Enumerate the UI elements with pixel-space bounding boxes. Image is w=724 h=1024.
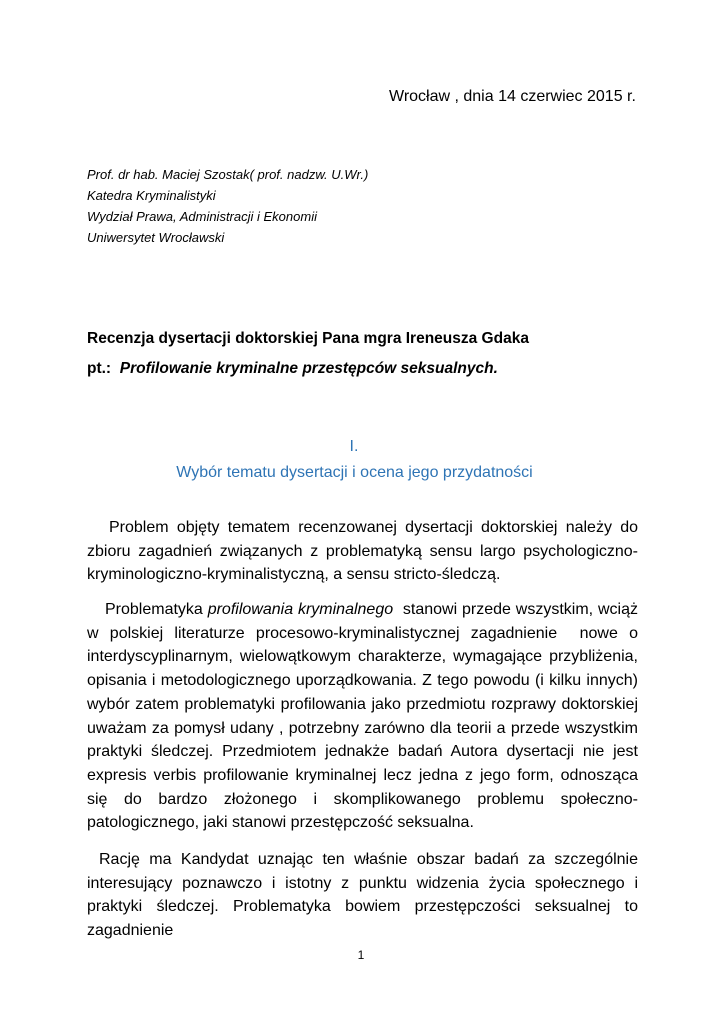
section-number (0, 438, 724, 456)
author-block (87, 164, 368, 248)
review-title: Recenzja dysertacji doktorskiej Pana mgra Ireneusza Gdaka (87, 330, 529, 347)
paragraph-2 (87, 598, 643, 835)
section-number-text: I. (349, 438, 359, 455)
paragraph-2-start: Problematyka (105, 601, 208, 618)
page-number (0, 948, 724, 962)
paragraph-2-italic: profilowania kryminalnego (207, 601, 394, 618)
paragraph-1: Problem objęty tematem recenzowanej dysertacji doktorskiej należy do zbioru zagadnień związanych z problematyką sensu largo psychologiczno-kryminologiczno-kryminalistyczną, a sensu stricto-śledczą. (87, 519, 638, 584)
topic-prefix: pt.: (87, 360, 112, 377)
paragraph-2-rest: stanowi przede wszystkim, wciąż w polskiej literaturze procesowo-kryminalistycznej zagadnienie nowe o interdyscyplinarnym, wielowątkowym charakterze, wymagające przybliżenia, opisania i metodologicznego uporządkowania. Z tego powodu (i kilku innych) wybór zatem problematyki profilowania jako przedmiotu rozprawy doktorskiej uważam za pomysł udany , potrzebny zarówno dla teorii a przede wszystkim praktyki śledczej. Przedmiotem jednakże badań Autora dysertacji nie jest expresis verbis profilowanie kryminalnej lecz jedna z jego form, odnosząca się do bardzo złożonego i skomplikowanego problemu społeczno-patologicznego, jaki stanowi przestępczość seksualna. (87, 601, 643, 832)
date-line: Wrocław , dnia 14 czerwiec 2015 r. (389, 88, 636, 105)
author-faculty: Wydział Prawa, Administracji i Ekonomii (87, 209, 317, 224)
section-heading: Wybór tematu dysertacji i ocena jego przydatności (176, 464, 533, 481)
review-topic-line (87, 360, 498, 378)
paragraph-3: Rację ma Kandydat uznając ten właśnie obszar badań za szczególnie interesujący poznawczo i istotny z punktu widzenia życia społecznego i praktyki śledczej. Problematyka bowiem przestępczości seksualnej to zagadnienie (87, 851, 638, 940)
author-department: Katedra Kryminalistyki (87, 188, 216, 203)
author-university: Uniwersytet Wrocławski (87, 230, 225, 245)
topic-title: Profilowanie kryminalne przestępców seksualnych. (119, 360, 498, 377)
page-number-text: 1 (357, 948, 365, 962)
author-name: Prof. dr hab. Maciej Szostak( prof. nadzw. U.Wr.) (87, 167, 369, 182)
